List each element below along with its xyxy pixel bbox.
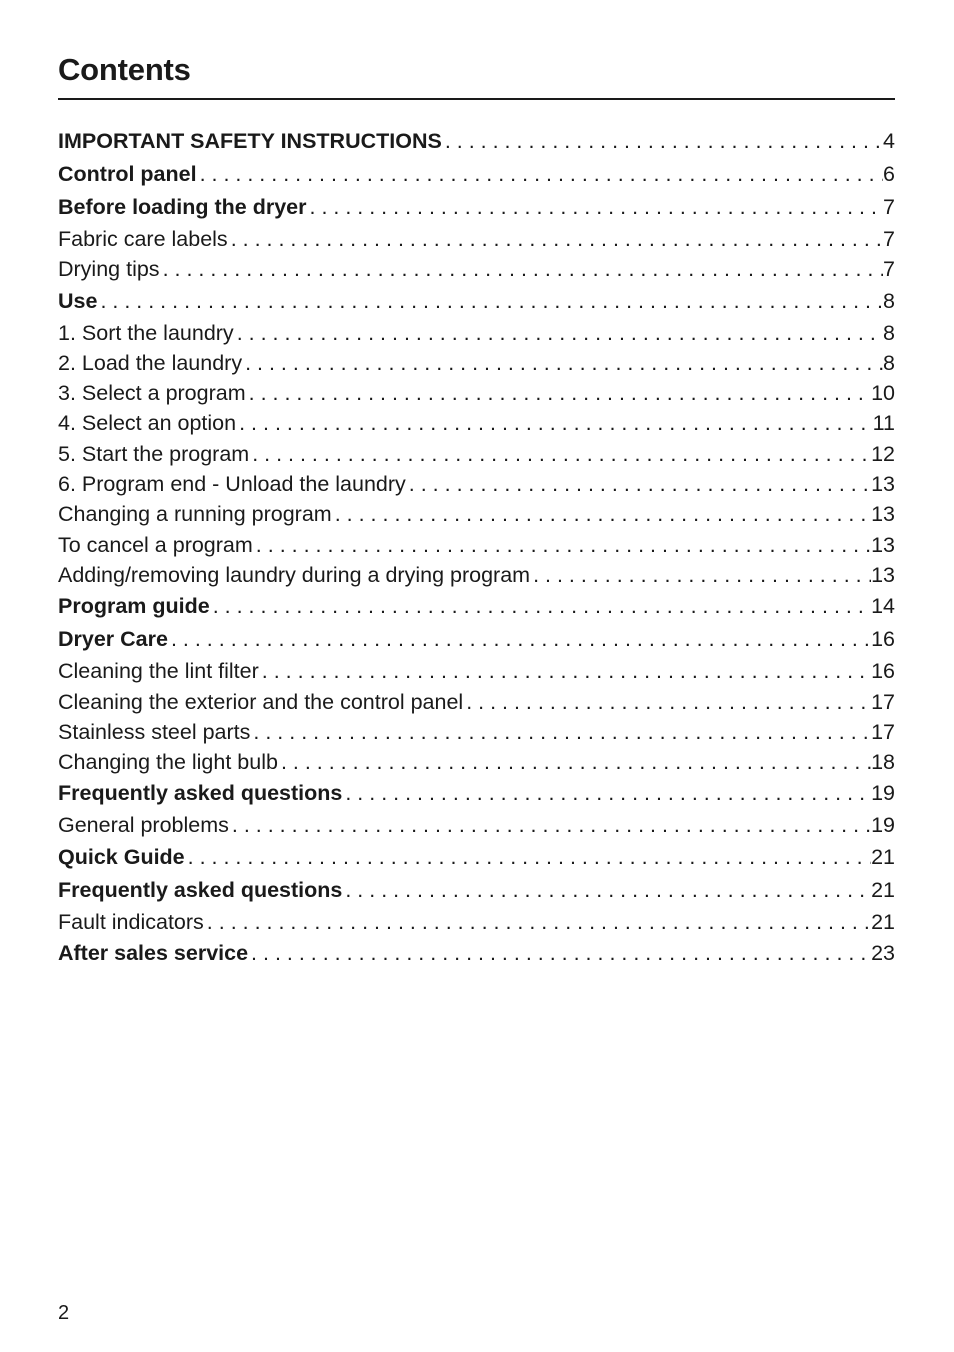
toc-entry[interactable] — [58, 874, 895, 907]
toc-dot-leader — [530, 560, 871, 590]
toc-entry-label: Cleaning the exterior and the control panel — [58, 689, 464, 714]
toc-entry[interactable] — [58, 285, 895, 318]
toc-entry-label: Before loading the dryer — [58, 195, 307, 219]
toc-entry[interactable] — [58, 125, 895, 158]
toc-dot-leader — [236, 408, 873, 438]
toc-dot-leader — [342, 777, 871, 810]
toc-entry-page: 8 — [883, 288, 895, 313]
toc-entry-page: 4 — [883, 129, 895, 153]
toc-entry-page: 6 — [883, 162, 895, 186]
toc-entry-page: 17 — [871, 719, 895, 744]
toc-entry[interactable] — [58, 841, 895, 874]
page-number: 2 — [58, 1302, 70, 1324]
toc-entry[interactable] — [58, 191, 895, 224]
toc-dot-leader — [228, 224, 883, 254]
toc-entry-page: 7 — [883, 195, 895, 219]
toc-entry[interactable] — [58, 499, 895, 529]
toc-dot-leader — [242, 348, 883, 378]
toc-entry-label: 4. Select an option — [58, 411, 237, 436]
toc-entry-label: Fault indicators — [58, 909, 204, 934]
toc-entry[interactable] — [58, 907, 895, 937]
toc-entry-page: 21 — [871, 909, 895, 934]
toc-entry-page: 13 — [871, 532, 895, 557]
toc-entry-page: 19 — [871, 781, 895, 806]
toc-entry[interactable] — [58, 623, 895, 656]
toc-dot-leader — [307, 191, 884, 224]
toc-entry-label: Adding/removing laundry during a drying program — [58, 562, 531, 587]
toc-entry[interactable] — [58, 777, 895, 810]
toc-entry-page: 13 — [871, 502, 895, 527]
toc-entry-label: Quick Guide — [58, 844, 185, 869]
toc-entry[interactable] — [58, 158, 895, 191]
toc-entry-label: 3. Select a program — [58, 381, 246, 406]
toc-entry-page: 11 — [872, 411, 895, 436]
toc-dot-leader — [342, 874, 871, 907]
toc-entry[interactable] — [58, 687, 895, 717]
toc-entry-label: IMPORTANT SAFETY INSTRUCTIONS — [58, 129, 442, 153]
toc-entry[interactable] — [58, 590, 895, 623]
toc-dot-leader — [97, 285, 883, 318]
toc-dot-leader — [234, 318, 883, 348]
toc-entry[interactable] — [58, 254, 895, 284]
toc-dot-leader — [442, 125, 883, 158]
toc-dot-leader — [249, 439, 871, 469]
toc-dot-leader — [332, 499, 871, 529]
toc-dot-leader — [250, 717, 871, 747]
toc-entry-label: To cancel a program — [58, 532, 253, 557]
toc-entry-page: 17 — [871, 689, 895, 714]
toc-dot-leader — [229, 810, 871, 840]
toc-dot-leader — [278, 747, 871, 777]
toc-entry-page: 10 — [871, 381, 895, 406]
page-title: Contents — [58, 52, 191, 87]
toc-entry[interactable] — [58, 469, 895, 499]
toc-dot-leader — [185, 841, 871, 874]
toc-dot-leader — [463, 687, 871, 717]
toc-entry-page: 13 — [871, 562, 895, 587]
toc-entry-label: Program guide — [58, 594, 210, 619]
toc-entry-page: 18 — [871, 750, 895, 775]
toc-entry-label: 5. Start the program — [58, 441, 250, 466]
toc-entry-page: 16 — [871, 627, 895, 652]
toc-entry[interactable] — [58, 408, 895, 438]
toc-dot-leader — [197, 158, 883, 191]
title-divider — [58, 98, 895, 100]
toc-entry-page: 13 — [871, 472, 895, 497]
toc-entry-page: 8 — [883, 320, 895, 345]
toc-entry-label: Use — [58, 288, 98, 313]
toc-entry-page: 16 — [871, 659, 895, 684]
toc-entry[interactable] — [58, 937, 895, 970]
toc-dot-leader — [246, 378, 871, 408]
toc-entry-label: 2. Load the laundry — [58, 350, 243, 375]
toc-entry-page: 14 — [871, 594, 895, 619]
toc-entry[interactable] — [58, 318, 895, 348]
toc-dot-leader — [406, 469, 871, 499]
toc-entry[interactable] — [58, 378, 895, 408]
toc-entry-label: Drying tips — [58, 257, 160, 282]
toc-entry-page: 7 — [883, 227, 895, 251]
toc-entry-label: Control panel — [58, 162, 197, 186]
toc-entry[interactable] — [58, 439, 895, 469]
toc-entry-label: Changing a running program — [58, 502, 332, 527]
toc-entry-page: 23 — [871, 941, 895, 966]
toc-entry-label: 6. Program end - Unload the laundry — [58, 472, 406, 497]
toc-entry-label: Frequently asked questions — [58, 877, 343, 902]
toc-entry-label: Cleaning the lint filter — [58, 659, 259, 684]
toc-entry-label: Frequently asked questions — [58, 781, 343, 806]
toc-entry-page: 7 — [883, 257, 895, 282]
toc-entry[interactable] — [58, 810, 895, 840]
toc-entry-label: Dryer Care — [58, 627, 168, 652]
toc-dot-leader — [168, 623, 871, 656]
toc-entry-label: Fabric care labels — [58, 227, 228, 251]
toc-entry[interactable] — [58, 656, 895, 686]
toc-dot-leader — [160, 254, 883, 284]
toc-entry-label: General problems — [58, 813, 229, 838]
toc-dot-leader — [204, 907, 871, 937]
table-of-contents — [58, 125, 895, 970]
toc-entry[interactable] — [58, 348, 895, 378]
toc-entry-label: Stainless steel parts — [58, 719, 251, 744]
toc-dot-leader — [259, 656, 871, 686]
toc-entry-label: 1. Sort the laundry — [58, 320, 234, 345]
toc-entry[interactable] — [58, 530, 895, 560]
toc-entry[interactable] — [58, 747, 895, 777]
toc-entry-page: 12 — [871, 441, 895, 466]
toc-entry-page: 19 — [871, 813, 895, 838]
toc-entry-label: Changing the light bulb — [58, 750, 278, 775]
toc-entry[interactable] — [58, 560, 895, 590]
toc-entry-page: 21 — [871, 844, 895, 869]
toc-entry[interactable] — [58, 224, 895, 254]
toc-dot-leader — [253, 530, 871, 560]
toc-dot-leader — [248, 937, 871, 970]
toc-entry-page: 21 — [871, 877, 895, 902]
toc-entry[interactable] — [58, 717, 895, 747]
toc-dot-leader — [210, 590, 871, 623]
toc-entry-label: After sales service — [58, 941, 249, 966]
toc-entry-page: 8 — [883, 350, 895, 375]
